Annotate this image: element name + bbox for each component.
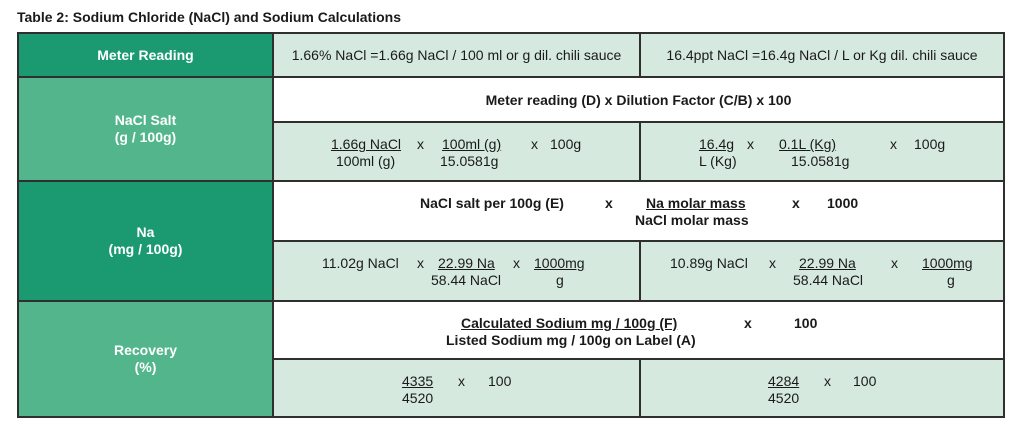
multiply-sign: x	[417, 255, 424, 271]
row-header-label: Meter Reading	[97, 46, 194, 63]
multiply-sign: x	[792, 195, 800, 211]
na-formula-cell	[272, 180, 1003, 240]
row-header-meter-reading	[19, 34, 272, 76]
fraction-numerator: 0.1L (Kg)	[779, 136, 837, 152]
na-calc-left-cell	[272, 240, 639, 300]
fraction-numerator: 4335	[402, 373, 434, 389]
nacl-calc-left-cell	[272, 121, 639, 180]
fraction-denominator: 58.44 NaCl	[793, 272, 864, 288]
fraction-numerator: 1.66g NaCl	[331, 136, 402, 152]
fraction-numerator: 22.99 Na	[799, 255, 856, 271]
nacl-calc-right-cell	[639, 121, 1003, 180]
meter-reading-percent-cell	[272, 34, 639, 76]
row-header-na	[19, 180, 272, 300]
multiply-sign: x	[824, 373, 831, 389]
multiply-sign: x	[605, 195, 613, 211]
value-text: 1000	[827, 195, 859, 211]
multiply-sign: x	[890, 136, 897, 152]
fraction-denominator: g	[556, 272, 564, 288]
fraction-denominator: 15.0581g	[791, 153, 850, 169]
value-text: 100g	[914, 136, 946, 152]
row-header-unit: (g / 100g)	[114, 129, 177, 145]
value-text: 100	[488, 373, 512, 389]
multiply-sign: x	[417, 136, 424, 152]
meter-reading-percent-text: 1.66% NaCl =1.66g NaCl / 100 ml or g dil. chili sauce	[291, 47, 622, 63]
fraction-denominator: 58.44 NaCl	[431, 272, 502, 288]
fraction-numerator: 100ml (g)	[442, 136, 502, 152]
fraction-numerator: 16.4g	[699, 136, 735, 152]
fraction-denominator: NaCl molar mass	[635, 212, 749, 228]
fraction-denominator: 15.0581g	[440, 153, 499, 169]
multiply-sign: x	[513, 255, 520, 271]
recovery-calc-right-cell	[639, 358, 1003, 416]
na-calc-right-cell	[639, 240, 1003, 300]
multiply-sign: x	[747, 136, 754, 152]
fraction-denominator: 100ml (g)	[336, 153, 396, 169]
fraction-numerator: Calculated Sodium mg / 100g (F)	[461, 315, 678, 331]
multiply-sign: x	[744, 315, 752, 331]
fraction-denominator: g	[947, 272, 955, 288]
fraction-numerator: 22.99 Na	[438, 255, 495, 271]
nacl-formula-cell	[272, 76, 1003, 121]
sodium-calculations-table	[17, 32, 1005, 418]
fraction-denominator: Listed Sodium mg / 100g on Label (A)	[446, 332, 696, 348]
multiply-sign: x	[769, 255, 776, 271]
value-text: 100	[853, 373, 877, 389]
fraction-denominator: L (Kg)	[699, 153, 737, 169]
value-text: 100g	[550, 136, 582, 152]
recovery-calc-left-cell	[272, 358, 639, 416]
multiply-sign: x	[458, 373, 465, 389]
fraction-numerator: 1000mg	[534, 255, 585, 271]
row-header-label: Recovery	[113, 342, 178, 358]
fraction-numerator: Na molar mass	[646, 195, 746, 211]
value-text: 100	[794, 315, 818, 331]
recovery-formula-cell	[272, 300, 1003, 358]
value-text: 11.02g NaCl	[322, 255, 399, 271]
row-header-unit: (%)	[134, 359, 157, 375]
fraction-denominator: 4520	[768, 390, 800, 406]
row-header-unit: (mg / 100g)	[108, 241, 183, 257]
fraction-denominator: 4520	[402, 390, 434, 406]
table-caption: Table 2: Sodium Chloride (NaCl) and Sodium Calculations	[17, 9, 401, 25]
meter-reading-ppt-cell	[639, 34, 1003, 76]
multiply-sign: x	[531, 136, 538, 152]
multiply-sign: x	[891, 255, 898, 271]
nacl-formula-text: Meter reading (D) x Dilution Factor (C/B) x 100	[485, 91, 792, 108]
row-header-nacl-salt	[19, 76, 272, 180]
fraction-numerator: 4284	[768, 373, 800, 389]
row-header-recovery	[19, 300, 272, 416]
meter-reading-ppt-text: 16.4ppt NaCl =16.4g NaCl / L or Kg dil. chili sauce	[666, 47, 978, 63]
fraction-numerator: 1000mg	[922, 255, 973, 271]
row-header-label: NaCl Salt	[114, 112, 177, 128]
row-header-label: Na	[136, 224, 155, 240]
formula-term: NaCl salt per 100g (E)	[420, 195, 564, 211]
value-text: 10.89g NaCl	[670, 255, 748, 271]
